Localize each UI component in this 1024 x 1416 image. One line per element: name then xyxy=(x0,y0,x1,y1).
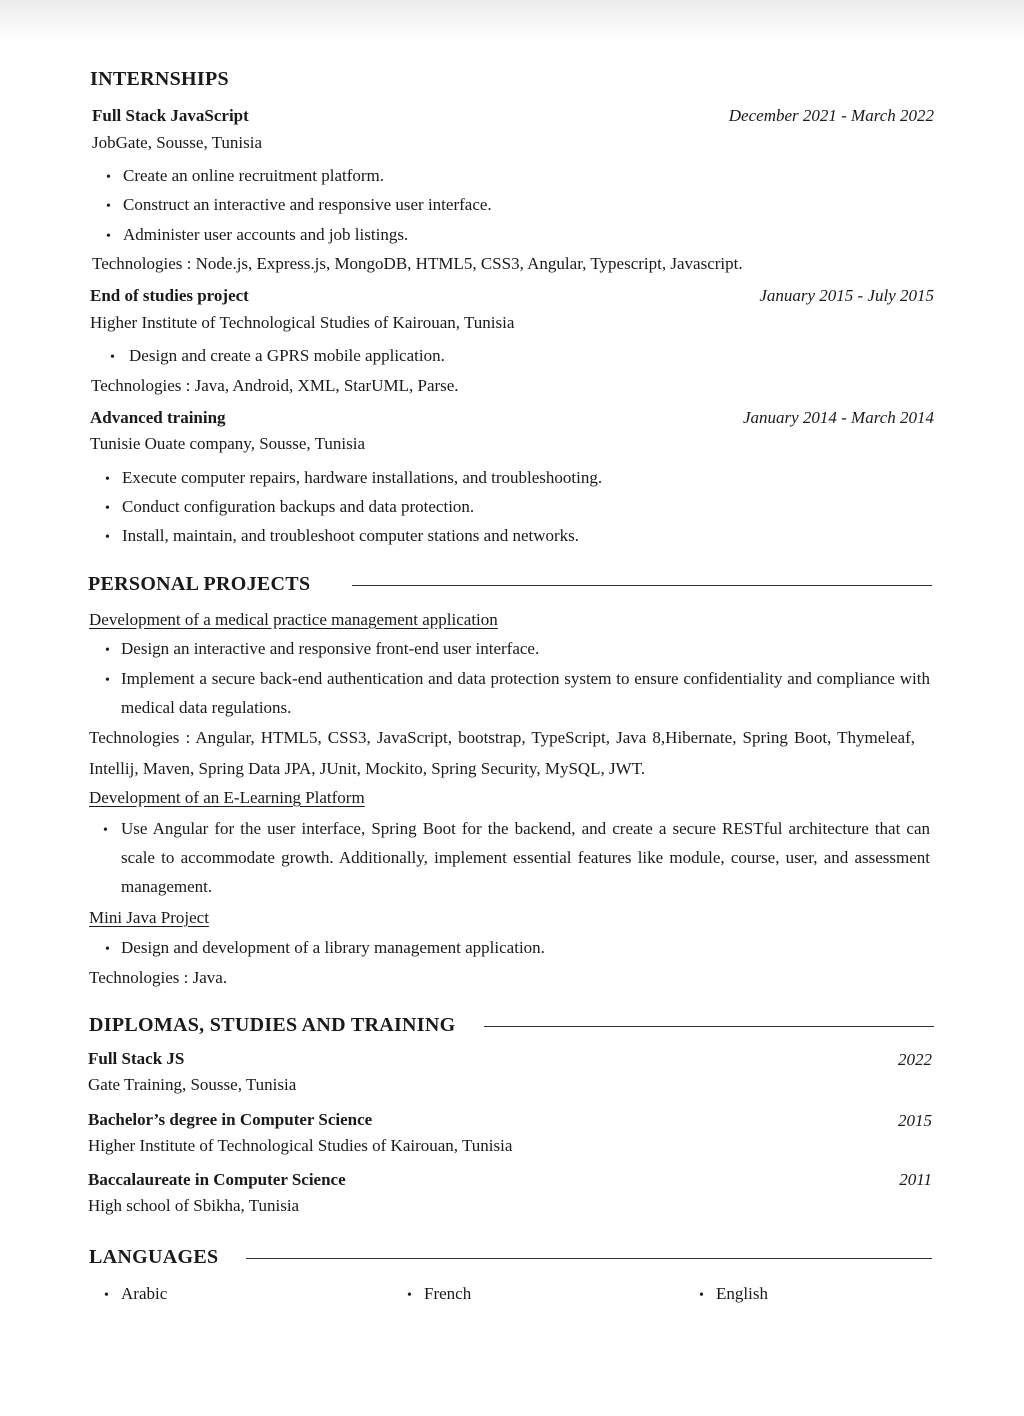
language-item: French xyxy=(424,1284,472,1303)
bullet-icon: • xyxy=(106,199,111,214)
project-title: Mini Java Project xyxy=(89,908,209,927)
diploma-year: 2022 xyxy=(898,1050,932,1069)
internship-title: Advanced training xyxy=(90,408,226,427)
internship-bullet: Construct an interactive and responsive user interface. xyxy=(123,195,492,214)
internship-place: Higher Institute of Technological Studies of Kairouan, Tunisia xyxy=(90,313,515,332)
internship-title: End of studies project xyxy=(90,286,249,305)
diploma-title: Bachelor’s degree in Computer Science xyxy=(88,1110,373,1129)
internship-bullet: Conduct configuration backups and data protection. xyxy=(122,497,475,516)
bullet-icon: • xyxy=(105,501,110,516)
bullet-icon: • xyxy=(106,170,111,185)
bullet-icon: • xyxy=(105,673,110,688)
bullet-icon: • xyxy=(106,229,111,244)
bullet-icon: • xyxy=(105,942,110,957)
internship-bullet: Install, maintain, and troubleshoot computer stations and networks. xyxy=(122,526,580,545)
section-divider xyxy=(246,1258,932,1259)
diploma-place: Gate Training, Sousse, Tunisia xyxy=(88,1075,297,1094)
project-technologies: Technologies : Java. xyxy=(89,968,228,987)
internship-date: January 2015 - July 2015 xyxy=(759,286,934,305)
section-heading-languages: LANGUAGES xyxy=(89,1246,219,1268)
bullet-icon: • xyxy=(104,1288,109,1303)
section-divider xyxy=(484,1026,934,1027)
project-bullet: Design and development of a library management application. xyxy=(121,938,545,957)
internship-technologies: Technologies : Java, Android, XML, StarUML, Parse. xyxy=(91,376,459,395)
section-heading-internships: INTERNSHIPS xyxy=(90,68,229,90)
diploma-place: High school of Sbikha, Tunisia xyxy=(88,1196,300,1215)
bullet-icon: • xyxy=(105,472,110,487)
internship-date: January 2014 - March 2014 xyxy=(742,408,934,427)
bullet-icon: • xyxy=(103,823,108,838)
section-heading-diplomas: DIPLOMAS, STUDIES AND TRAINING xyxy=(89,1014,456,1036)
project-title: Development of a medical practice management application xyxy=(89,610,498,629)
project-bullet: Use Angular for the user interface, Spring Boot for the backend, and create a secure RESTful architecture that can scale to accommodate growth. Additionally, implement essential features like module, course, user, and assessment management. xyxy=(121,819,930,896)
internship-place: Tunisie Ouate company, Sousse, Tunisia xyxy=(90,434,366,453)
diploma-title: Baccalaureate in Computer Science xyxy=(88,1170,346,1189)
bullet-icon: • xyxy=(105,643,110,658)
bullet-icon: • xyxy=(110,350,115,365)
internship-title: Full Stack JavaScript xyxy=(92,106,249,125)
diploma-place: Higher Institute of Technological Studies of Kairouan, Tunisia xyxy=(88,1136,513,1155)
bullet-icon: • xyxy=(105,530,110,545)
internship-place: JobGate, Sousse, Tunisia xyxy=(92,133,263,152)
project-technologies: Technologies : Angular, HTML5, CSS3, JavaScript, bootstrap, TypeScript, Java 8,Hibernate, Spring Boot, Thymeleaf, Intellij, Maven, Spring Data JPA, JUnit, Mockito, Spring Security, MySQL, JWT. xyxy=(89,728,915,778)
internship-date: December 2021 - March 2022 xyxy=(728,106,934,125)
internship-bullet: Administer user accounts and job listings. xyxy=(123,225,409,244)
internship-bullet: Execute computer repairs, hardware installations, and troubleshooting. xyxy=(122,468,603,487)
language-item: Arabic xyxy=(121,1284,168,1303)
bullet-icon: • xyxy=(407,1288,412,1303)
diploma-title: Full Stack JS xyxy=(88,1049,185,1068)
project-bullet: Design an interactive and responsive front-end user interface. xyxy=(121,639,540,658)
section-heading-projects: PERSONAL PROJECTS xyxy=(88,573,311,595)
project-bullet: Implement a secure back-end authentication and data protection system to ensure confidentiality and compliance with medical data regulations. xyxy=(121,669,930,717)
internship-technologies: Technologies : Node.js, Express.js, MongoDB, HTML5, CSS3, Angular, Typescript, Javascript. xyxy=(92,254,743,273)
bullet-icon: • xyxy=(699,1288,704,1303)
project-title: Development of an E-Learning Platform xyxy=(89,788,365,807)
diploma-year: 2015 xyxy=(898,1111,932,1130)
diploma-year: 2011 xyxy=(899,1170,932,1189)
language-item: English xyxy=(716,1284,768,1303)
internship-bullet: Design and create a GPRS mobile application. xyxy=(129,346,445,365)
section-divider xyxy=(352,585,932,586)
internship-bullet: Create an online recruitment platform. xyxy=(123,166,385,185)
